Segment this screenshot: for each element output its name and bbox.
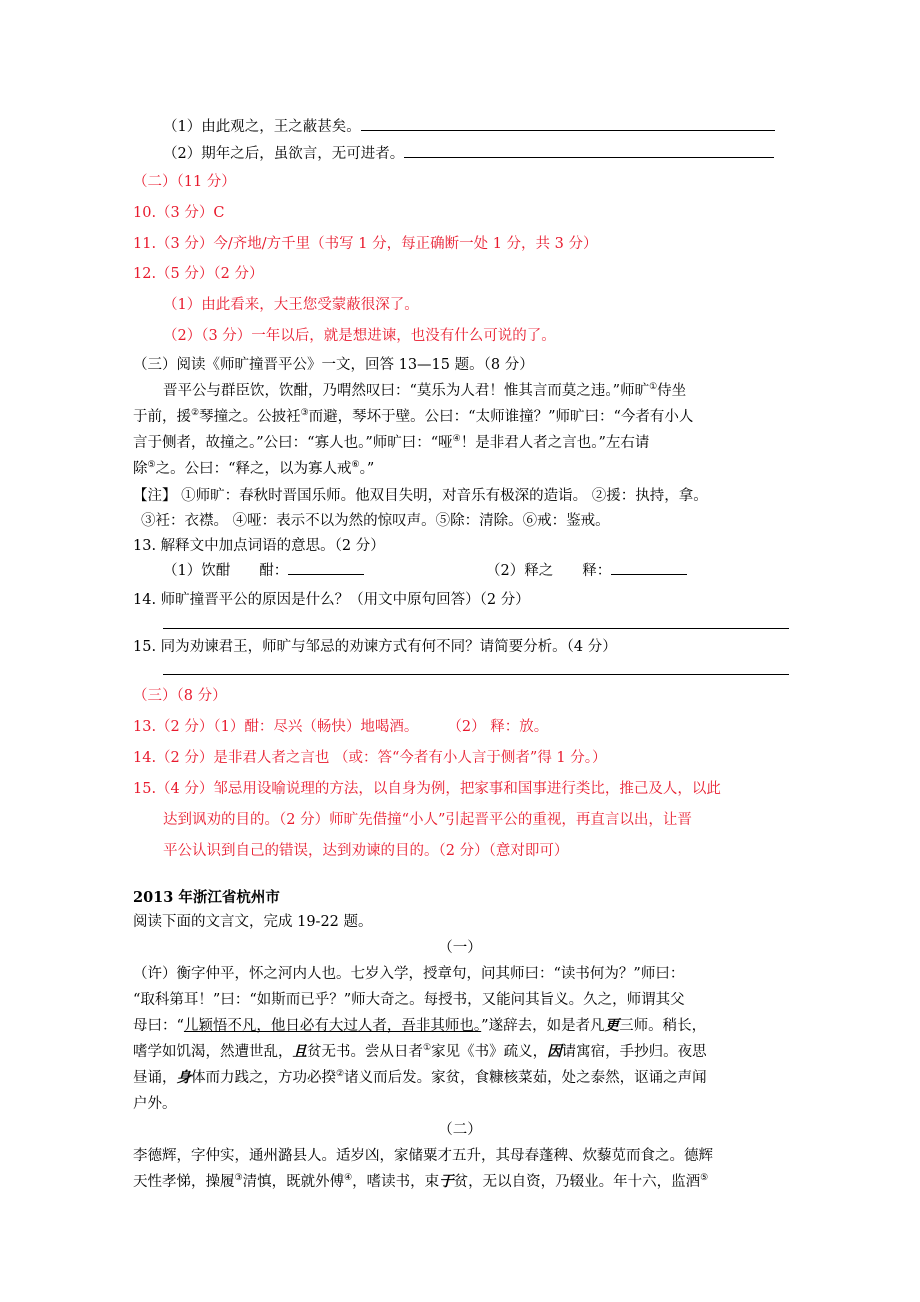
translate-item-1: （1）由此观之，王之蔽甚矣。 — [163, 116, 775, 137]
answer-blank[interactable] — [361, 116, 775, 131]
passage-line: 天性孝悌，操履③清慎，既就外傅④，嗜读书，束于贫，无以自资，乃辍业。年十六，监酒⑤ — [133, 1173, 709, 1190]
answer-11: 11.（3 分）今/齐地/方千里（书写 1 分，每正确断一处 1 分，共 3 分） — [133, 236, 598, 252]
section-title: 2013 年浙江省杭州市 — [133, 889, 280, 906]
passage-line: 言于侧者，故撞之。”公曰：“寡人也。”师旷曰：“哑④！是非君人者之言也。”左右请 — [133, 434, 650, 451]
answer-line[interactable] — [163, 674, 789, 675]
passage-line: （许）衡字仲平，怀之河内人也。七岁入学，授章句，问其师曰：“读书何为？”师曰： — [133, 966, 685, 982]
passage-line: “取科第耳！”曰：“如斯而已乎？”师大奇之。每授书，又能问其旨义。久之，师谓其父 — [133, 992, 685, 1008]
answer-blank[interactable] — [404, 143, 774, 158]
passage-line: 昼诵，身体而力践之，方功必揆②诸义而后发。家贫，食糠核菜茹，处之泰然，讴诵之声闻 — [133, 1069, 707, 1086]
answer-13: 13.（2 分）（1）酣：尽兴（畅快）地喝酒。 （2） 释：放。 — [133, 719, 549, 735]
translate-item-2: （2）期年之后，虽欲言，无可进者。 — [163, 143, 774, 164]
note-line-2: ③衽：衣襟。 ④哑：表示不以为然的惊叹声。⑤除：清除。⑥戒：鉴戒。 — [141, 513, 610, 529]
answer-14: 14.（2 分）是非君人者之言也 （或：答“今者有小人言于侧者”得 1 分。） — [133, 750, 607, 766]
passage-line: 于前，援②琴撞之。公披衽③而避，琴坏于壁。公曰：“太师谁撞？”师旷曰：“今者有小人 — [133, 408, 694, 425]
answer-15-line-2: 达到讽劝的目的。（2 分）师旷先借撞“小人”引起晋平公的重视，再直言以出，让晋 — [163, 812, 692, 828]
underlined-sentence: 儿颖悟不凡，他日必有大过人者，吾非其师也。 — [183, 1018, 482, 1034]
passage-line: 晋平公与群臣饮，饮酣，乃喟然叹曰：“莫乐为人君！惟其言而莫之违。”师旷①侍坐 — [163, 382, 687, 399]
answer-12: 12.（5 分）（2 分） — [133, 266, 264, 282]
note-line-1: 【注】 ①师旷：春秋时晋国乐师。他双目失明，对音乐有极深的造诣。 ②援：执持，拿。 — [133, 488, 708, 504]
question-14: 14. 师旷撞晋平公的原因是什么？（用文中原句回答）（2 分） — [133, 592, 530, 608]
passage-line: 户外。 — [133, 1096, 177, 1112]
question-13: 13. 解释文中加点词语的意思。（2 分） — [133, 538, 385, 554]
question-13-1: （1）饮酣 酣： — [163, 560, 364, 581]
passage-line: 李德辉，字仲实，通州潞县人。适岁凶，家储粟才五升，其母春蓬稗、炊藜苋而食之。德辉 — [133, 1148, 713, 1164]
part-1-label: （一） — [438, 940, 482, 956]
marked-word: 于 — [439, 1173, 454, 1190]
answer-blank[interactable] — [611, 560, 687, 575]
answer-blank[interactable] — [288, 560, 364, 575]
answers2-header: （二）（11 分） — [133, 174, 236, 190]
passage-line: 嗜学如饥渴，然遭世乱，且贫无书。尝从日者①家见《书》疏义，因请寓宿，手抄归。夜思 — [133, 1043, 707, 1060]
question-15: 15. 同为劝谏君王，师旷与邹忌的劝谏方式有何不同？请简要分析。（4 分） — [133, 639, 617, 655]
answer-line[interactable] — [163, 628, 789, 629]
question-13-2: （2）释之 释： — [486, 560, 687, 581]
section3-header: （三）阅读《师旷撞晋平公》一文，回答 13—15 题。（8 分） — [133, 357, 534, 373]
answer-10: 10.（3 分）C — [133, 205, 225, 221]
answer-15-line-3: 平公认识到自己的错误，达到劝谏的目的。（2 分）（意对即可） — [163, 843, 569, 859]
answer-15-line-1: 15.（4 分）邹忌用设喻说理的方法，以自身为例，把家事和国事进行类比，推己及人，以此 — [133, 781, 721, 797]
marked-word: 更 — [604, 1017, 620, 1034]
answer-12-1: （1）由此看来，大王您受蒙蔽很深了。 — [163, 297, 419, 313]
marked-word: 因 — [547, 1043, 562, 1060]
answer-12-2: （2）（3 分）一年以后，就是想进谏，也没有什么可说的了。 — [163, 328, 556, 344]
passage-line: 母曰：“儿颖悟不凡，他日必有大过人者，吾非其师也。”遂辞去，如是者凡更三师。稍长， — [133, 1017, 707, 1034]
section-intro: 阅读下面的文言文，完成 19-22 题。 — [133, 914, 373, 930]
marked-word: 且 — [292, 1043, 307, 1060]
part-2-label: （二） — [438, 1122, 482, 1138]
passage-line: 除⑤之。公曰：“释之，以为寡人戒⑥。” — [133, 460, 375, 477]
answers3-header: （三）（8 分） — [133, 688, 227, 704]
marked-word: 身 — [176, 1069, 191, 1086]
